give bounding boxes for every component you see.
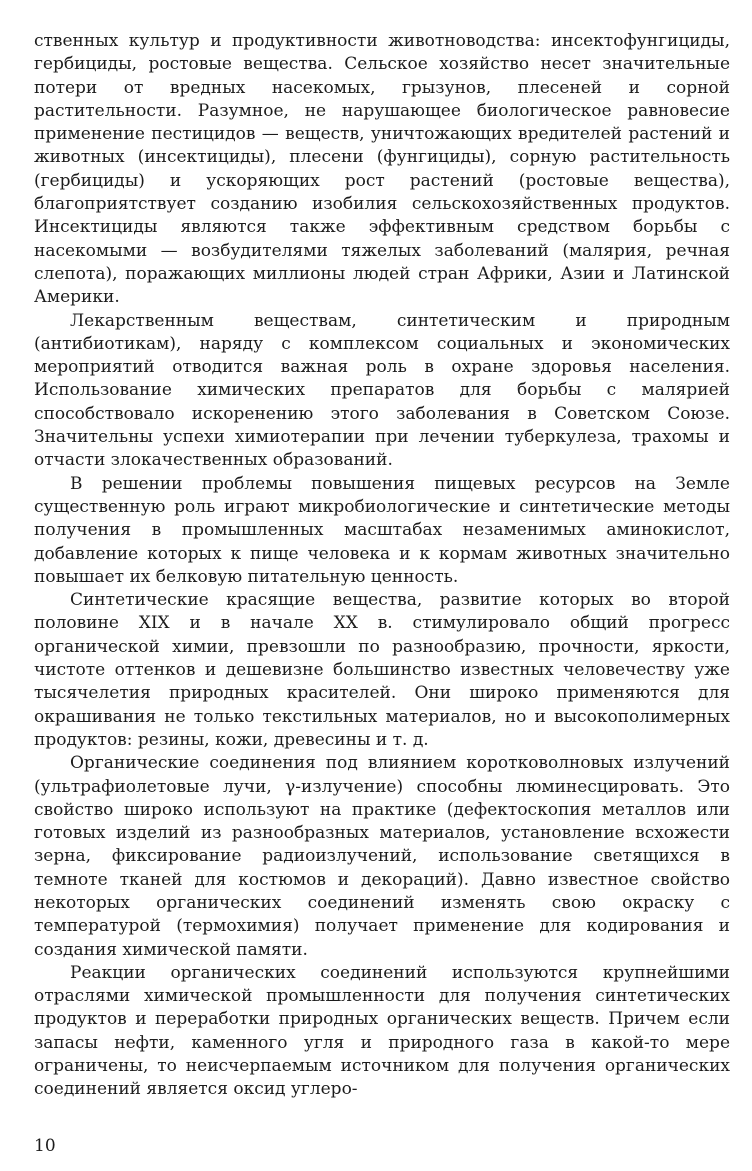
paragraph-4: Синтетические красящие вещества, развитие которых во второй половине XIX и в начале XX в. стимулировало общий прогресс органической химии, превзошли по разнообразию, прочности, яркости, чистоте оттенков и дешевизне большинство известных человечеству уже тысячелетия природных красителей. Они широко применяются для окрашивания не только текстильных материалов, но и высокополимерных продуктов: резины, кожи, древесины и т. д.	[34, 590, 730, 750]
paragraph-1: ственных культур и продуктивности животноводства: инсектофунгициды, гербициды, ростовые вещества. Сельское хозяйство несет значительные потери от вредных насекомых, грызунов, плесеней и сорной растительности. Разумное, не нарушающее биологическое равновесие применение пестицидов — веществ, уничтожающих вредителей растений и животных (инсектициды), плесени (фунгициды), сорную растительность (гербициды) и ускоряющих рост растений (ростовые вещества), благоприятствует созданию изобилия сельскохозяйственных продуктов. Инсектициды являются также эффективным средством борьбы с насекомыми — возбудителями тяжелых заболеваний (малярия, речная слепота), поражающих миллионы людей стран Африки, Азии и Латинской Америки.	[34, 31, 730, 308]
paragraph-2: Лекарственным веществам, синтетическим и природным (антибиотикам), наряду с комплексом социальных и экономических мероприятий отводится важная роль в охране здоровья населения. Использование химических препаратов для борьбы с малярией способствовало искоренению этого заболевания в Советском Союзе. Значительны успехи химиотерапии при лечении туберкулеза, трахомы и отчасти злокачественных образований.	[34, 310, 730, 471]
paragraph-6: Реакции органических соединений используются крупнейшими отраслями химической промышленности для получения синтетических продуктов и переработки природных органических веществ. Причем если запасы нефти, каменного угля и природного газа в какой-то мере ограничены, то неисчерпаемым источником для получения органических соединений является оксид углеро-	[34, 962, 730, 1100]
paragraph-5: Органические соединения под влиянием коротковолновых излучений (ультрафиолетовые лучи, γ-излучение) способны люминесцировать. Это свойство широко используют на практике (дефектоскопия металлов или готовых изделий из разнообразных материалов, установление всхожести зерна, фиксирование радиоизлучений, использование светящихся в темноте тканей для костюмов и декораций). Давно известное свойство некоторых органических соединений изменять свою окраску с температурой (термохимия) получает применение для кодирования и создания химической памяти.	[34, 753, 730, 960]
page-number: 10	[34, 1136, 56, 1156]
paragraph-3: В решении проблемы повышения пищевых ресурсов на Земле существенную роль играют микробиологические и синтетические методы получения в промышленных масштабах незаменимых аминокислот, добавление которых к пище человека и к кормам животных значительно повышает их белковую питательную ценность.	[34, 473, 730, 587]
page-body	[34, 30, 730, 1102]
